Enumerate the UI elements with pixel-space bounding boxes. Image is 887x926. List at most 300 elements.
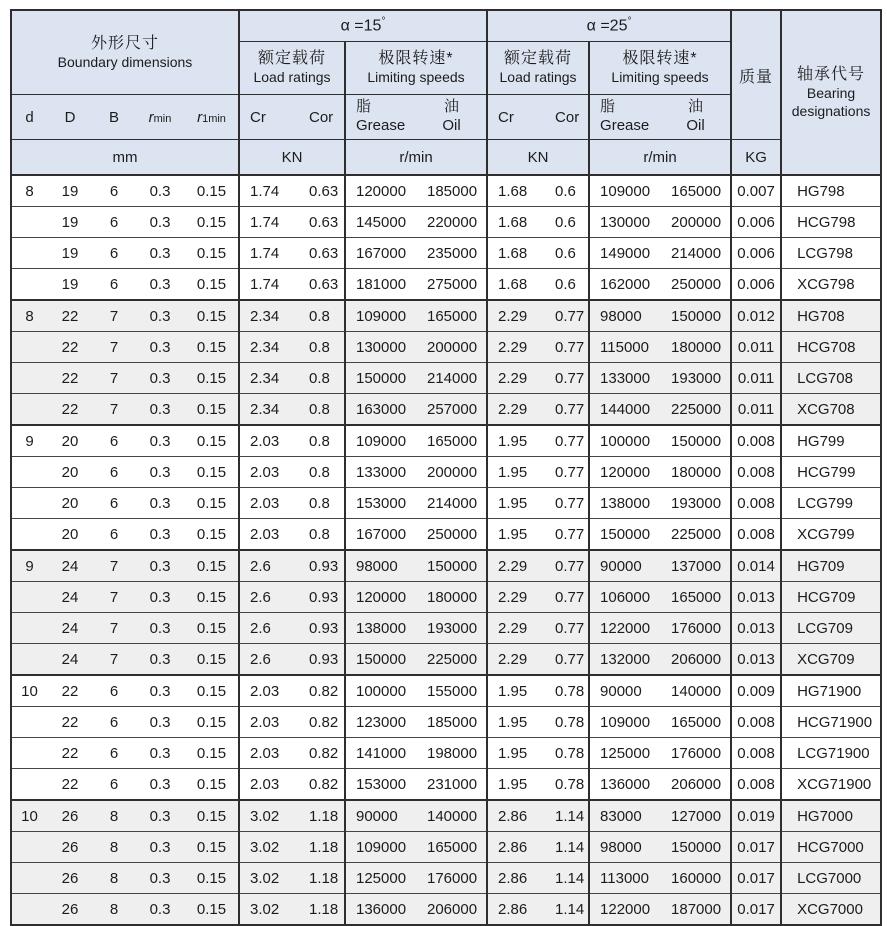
cell-d <box>11 738 47 769</box>
cell-rmin: 0.3 <box>135 457 185 488</box>
cell-cor15: 0.63 <box>299 175 345 207</box>
cell-r1min: 0.15 <box>185 738 239 769</box>
cell-rmin: 0.3 <box>135 582 185 613</box>
table-row <box>11 425 881 457</box>
cell-r1min: 0.15 <box>185 457 239 488</box>
cell-o25: 225000 <box>661 394 731 426</box>
header-load-ratings-25: 额定载荷 Load ratings <box>487 42 589 95</box>
cell-B: 6 <box>93 769 135 801</box>
cell-cr25: 1.95 <box>487 425 545 457</box>
cell-mass: 0.019 <box>731 800 781 832</box>
cell-d: 8 <box>11 300 47 332</box>
table-row <box>11 769 881 801</box>
cell-B: 7 <box>93 582 135 613</box>
table-row <box>11 457 881 488</box>
cell-D: 24 <box>47 644 93 676</box>
cell-o15: 214000 <box>417 363 487 394</box>
cell-D: 22 <box>47 675 93 707</box>
cell-cr25: 1.68 <box>487 175 545 207</box>
cell-code: HCG709 <box>781 582 881 613</box>
cell-cr25: 2.86 <box>487 894 545 926</box>
table-row <box>11 613 881 644</box>
cell-o25: 127000 <box>661 800 731 832</box>
cell-B: 6 <box>93 425 135 457</box>
cell-cr15: 2.03 <box>239 488 299 519</box>
cell-B: 8 <box>93 800 135 832</box>
cell-r1min: 0.15 <box>185 488 239 519</box>
degree-symbol: ° <box>627 16 632 28</box>
cell-code: HCG7000 <box>781 832 881 863</box>
cell-code: LCG709 <box>781 613 881 644</box>
cell-cr15: 2.03 <box>239 707 299 738</box>
cell-code: LCG799 <box>781 488 881 519</box>
cell-g15: 150000 <box>345 644 417 676</box>
cell-cor15: 0.63 <box>299 238 345 269</box>
cell-D: 22 <box>47 394 93 426</box>
cell-D: 19 <box>47 207 93 238</box>
cell-g15: 109000 <box>345 832 417 863</box>
cell-cor15: 0.82 <box>299 675 345 707</box>
cell-o25: 206000 <box>661 644 731 676</box>
cell-r1min: 0.15 <box>185 800 239 832</box>
cell-cr15: 1.74 <box>239 238 299 269</box>
cell-d <box>11 207 47 238</box>
cell-cr15: 2.03 <box>239 769 299 801</box>
cell-r1min: 0.15 <box>185 394 239 426</box>
table-row <box>11 550 881 582</box>
cell-cr15: 2.34 <box>239 394 299 426</box>
cell-cor25: 0.78 <box>545 707 589 738</box>
cell-B: 6 <box>93 707 135 738</box>
cell-cr15: 3.02 <box>239 894 299 926</box>
cell-cor25: 0.77 <box>545 519 589 551</box>
cell-o15: 198000 <box>417 738 487 769</box>
cell-cor15: 0.63 <box>299 269 345 301</box>
cell-o15: 235000 <box>417 238 487 269</box>
table-row <box>11 832 881 863</box>
cell-g15: 150000 <box>345 363 417 394</box>
cell-mass: 0.014 <box>731 550 781 582</box>
cell-cr25: 2.29 <box>487 613 545 644</box>
cell-rmin: 0.3 <box>135 769 185 801</box>
cell-D: 24 <box>47 550 93 582</box>
cell-B: 7 <box>93 394 135 426</box>
cell-cr15: 2.03 <box>239 457 299 488</box>
cell-cr15: 2.03 <box>239 519 299 551</box>
cell-o25: 193000 <box>661 363 731 394</box>
cell-cr25: 1.95 <box>487 519 545 551</box>
cell-B: 6 <box>93 488 135 519</box>
col-header-oil-25: 油 Oil <box>661 95 731 140</box>
cell-g15: 138000 <box>345 613 417 644</box>
cell-g15: 90000 <box>345 800 417 832</box>
cell-o25: 225000 <box>661 519 731 551</box>
cell-rmin: 0.3 <box>135 519 185 551</box>
cell-cor15: 0.82 <box>299 738 345 769</box>
cell-g25: 106000 <box>589 582 661 613</box>
cell-d <box>11 363 47 394</box>
cell-o25: 150000 <box>661 300 731 332</box>
header-row-groups <box>11 10 881 42</box>
col-header-D: D <box>47 95 93 140</box>
cell-D: 19 <box>47 269 93 301</box>
col-header-cr-15: Cr <box>239 95 299 140</box>
cell-mass: 0.008 <box>731 769 781 801</box>
degree-symbol: ° <box>381 16 386 28</box>
cell-g25: 90000 <box>589 675 661 707</box>
cell-D: 26 <box>47 863 93 894</box>
col-header-B: B <box>93 95 135 140</box>
cell-r1min: 0.15 <box>185 582 239 613</box>
cell-B: 7 <box>93 332 135 363</box>
cell-o25: 165000 <box>661 175 731 207</box>
header-load-ratings-15: 额定载荷 Load ratings <box>239 42 345 95</box>
cell-rmin: 0.3 <box>135 363 185 394</box>
col-header-r1min: r1min <box>185 95 239 140</box>
cell-g15: 133000 <box>345 457 417 488</box>
cell-o25: 140000 <box>661 675 731 707</box>
cell-rmin: 0.3 <box>135 238 185 269</box>
cell-d <box>11 613 47 644</box>
cell-rmin: 0.3 <box>135 300 185 332</box>
cell-d <box>11 269 47 301</box>
cell-mass: 0.011 <box>731 332 781 363</box>
cell-rmin: 0.3 <box>135 832 185 863</box>
cell-g15: 163000 <box>345 394 417 426</box>
cell-mass: 0.013 <box>731 582 781 613</box>
cell-mass: 0.011 <box>731 394 781 426</box>
cell-o15: 214000 <box>417 488 487 519</box>
cell-mass: 0.006 <box>731 207 781 238</box>
cell-o25: 187000 <box>661 894 731 926</box>
cell-cor15: 1.18 <box>299 832 345 863</box>
cell-rmin: 0.3 <box>135 332 185 363</box>
cell-B: 7 <box>93 300 135 332</box>
cell-g25: 138000 <box>589 488 661 519</box>
table-row <box>11 394 881 426</box>
cell-g25: 136000 <box>589 769 661 801</box>
cell-code: XCG798 <box>781 269 881 301</box>
cell-r1min: 0.15 <box>185 207 239 238</box>
cell-o25: 180000 <box>661 332 731 363</box>
cell-cor15: 0.63 <box>299 207 345 238</box>
cell-o15: 165000 <box>417 425 487 457</box>
cell-g25: 109000 <box>589 707 661 738</box>
cell-cor25: 0.77 <box>545 488 589 519</box>
cell-mass: 0.006 <box>731 238 781 269</box>
cell-o25: 176000 <box>661 738 731 769</box>
cell-code: LCG71900 <box>781 738 881 769</box>
cell-d: 9 <box>11 425 47 457</box>
header-limiting-speeds-15: 极限转速* Limiting speeds <box>345 42 487 95</box>
cell-cor15: 0.93 <box>299 613 345 644</box>
cell-cr15: 2.6 <box>239 550 299 582</box>
cell-mass: 0.008 <box>731 519 781 551</box>
cell-g15: 123000 <box>345 707 417 738</box>
cell-r1min: 0.15 <box>185 300 239 332</box>
cell-cor15: 0.8 <box>299 363 345 394</box>
cell-g25: 120000 <box>589 457 661 488</box>
cell-cr25: 2.29 <box>487 394 545 426</box>
cell-mass: 0.012 <box>731 300 781 332</box>
cell-o15: 250000 <box>417 519 487 551</box>
cell-rmin: 0.3 <box>135 644 185 676</box>
cell-d <box>11 394 47 426</box>
unit-mm: mm <box>11 140 239 176</box>
bearing-designations-en1: Bearing <box>806 85 856 101</box>
col-header-grease-25: 脂 Grease <box>589 95 661 140</box>
cell-r1min: 0.15 <box>185 894 239 926</box>
cell-r1min: 0.15 <box>185 769 239 801</box>
cell-rmin: 0.3 <box>135 675 185 707</box>
cell-B: 7 <box>93 550 135 582</box>
cell-g15: 167000 <box>345 238 417 269</box>
cell-r1min: 0.15 <box>185 175 239 207</box>
table-row <box>11 800 881 832</box>
cell-D: 19 <box>47 175 93 207</box>
cell-cor15: 0.8 <box>299 488 345 519</box>
cell-o25: 214000 <box>661 238 731 269</box>
cell-rmin: 0.3 <box>135 863 185 894</box>
cell-o15: 180000 <box>417 582 487 613</box>
cell-rmin: 0.3 <box>135 207 185 238</box>
col-header-cor-25: Cor <box>545 95 589 140</box>
cell-D: 22 <box>47 363 93 394</box>
cell-r1min: 0.15 <box>185 363 239 394</box>
cell-g15: 153000 <box>345 769 417 801</box>
cell-rmin: 0.3 <box>135 707 185 738</box>
cell-cr15: 3.02 <box>239 800 299 832</box>
cell-cor25: 0.77 <box>545 394 589 426</box>
table-row <box>11 269 881 301</box>
cell-code: HG708 <box>781 300 881 332</box>
cell-cor15: 0.82 <box>299 707 345 738</box>
cell-o15: 257000 <box>417 394 487 426</box>
cell-cr15: 1.74 <box>239 207 299 238</box>
cell-g25: 100000 <box>589 425 661 457</box>
cell-cr25: 2.29 <box>487 332 545 363</box>
header-mass: 质量 <box>731 10 781 140</box>
cell-B: 8 <box>93 894 135 926</box>
cell-cor25: 1.14 <box>545 894 589 926</box>
cell-r1min: 0.15 <box>185 269 239 301</box>
cell-cor15: 0.93 <box>299 644 345 676</box>
cell-B: 7 <box>93 613 135 644</box>
cell-code: HG709 <box>781 550 881 582</box>
cell-d <box>11 863 47 894</box>
col-header-rmin: rmin <box>135 95 185 140</box>
cell-g25: 109000 <box>589 175 661 207</box>
cell-cr25: 1.68 <box>487 269 545 301</box>
cell-cr25: 1.68 <box>487 207 545 238</box>
cell-mass: 0.013 <box>731 613 781 644</box>
cell-D: 22 <box>47 769 93 801</box>
cell-r1min: 0.15 <box>185 332 239 363</box>
cell-code: XCG709 <box>781 644 881 676</box>
unit-kn-25: KN <box>487 140 589 176</box>
cell-cr25: 2.86 <box>487 800 545 832</box>
cell-mass: 0.013 <box>731 644 781 676</box>
cell-g25: 98000 <box>589 300 661 332</box>
cell-cor25: 0.78 <box>545 769 589 801</box>
cell-cor15: 0.8 <box>299 332 345 363</box>
cell-mass: 0.008 <box>731 488 781 519</box>
cell-g25: 113000 <box>589 863 661 894</box>
cell-g15: 109000 <box>345 425 417 457</box>
cell-cor15: 0.93 <box>299 550 345 582</box>
cell-rmin: 0.3 <box>135 425 185 457</box>
cell-g15: 125000 <box>345 863 417 894</box>
cell-rmin: 0.3 <box>135 488 185 519</box>
cell-code: LCG708 <box>781 363 881 394</box>
cell-g15: 181000 <box>345 269 417 301</box>
cell-code: XCG71900 <box>781 769 881 801</box>
cell-D: 22 <box>47 707 93 738</box>
cell-cor25: 0.6 <box>545 175 589 207</box>
cell-g15: 141000 <box>345 738 417 769</box>
cell-o25: 150000 <box>661 425 731 457</box>
cell-cr25: 2.29 <box>487 300 545 332</box>
cell-cor15: 0.8 <box>299 519 345 551</box>
cell-cr25: 1.95 <box>487 738 545 769</box>
table-row <box>11 644 881 676</box>
cell-cr15: 2.6 <box>239 644 299 676</box>
cell-mass: 0.009 <box>731 675 781 707</box>
header-row-units <box>11 140 881 176</box>
cell-rmin: 0.3 <box>135 894 185 926</box>
cell-code: XCG799 <box>781 519 881 551</box>
cell-d <box>11 769 47 801</box>
bearing-designations-en2: designations <box>791 102 871 119</box>
cell-cor15: 1.18 <box>299 800 345 832</box>
cell-D: 24 <box>47 582 93 613</box>
cell-D: 20 <box>47 488 93 519</box>
cell-o25: 165000 <box>661 707 731 738</box>
cell-B: 6 <box>93 738 135 769</box>
cell-cor25: 0.78 <box>545 738 589 769</box>
cell-d <box>11 238 47 269</box>
table-header <box>11 10 881 175</box>
cell-g15: 136000 <box>345 894 417 926</box>
cell-D: 20 <box>47 457 93 488</box>
cell-cor15: 0.93 <box>299 582 345 613</box>
cell-cor25: 0.77 <box>545 582 589 613</box>
cell-g15: 120000 <box>345 175 417 207</box>
col-header-cor-15: Cor <box>299 95 345 140</box>
cell-g15: 100000 <box>345 675 417 707</box>
cell-o25: 160000 <box>661 863 731 894</box>
cell-B: 6 <box>93 269 135 301</box>
cell-B: 6 <box>93 238 135 269</box>
cell-code: LCG798 <box>781 238 881 269</box>
cell-rmin: 0.3 <box>135 175 185 207</box>
cell-g25: 122000 <box>589 894 661 926</box>
cell-code: HCG708 <box>781 332 881 363</box>
cell-g25: 162000 <box>589 269 661 301</box>
cell-D: 22 <box>47 300 93 332</box>
cell-cor15: 1.18 <box>299 863 345 894</box>
cell-cor25: 0.77 <box>545 613 589 644</box>
table-row <box>11 207 881 238</box>
cell-o25: 137000 <box>661 550 731 582</box>
cell-cr25: 2.29 <box>487 644 545 676</box>
cell-g25: 90000 <box>589 550 661 582</box>
cell-r1min: 0.15 <box>185 519 239 551</box>
cell-B: 7 <box>93 644 135 676</box>
cell-o25: 193000 <box>661 488 731 519</box>
unit-rmin-15: r/min <box>345 140 487 176</box>
cell-cor25: 0.6 <box>545 269 589 301</box>
cell-o15: 165000 <box>417 832 487 863</box>
cell-o15: 225000 <box>417 644 487 676</box>
cell-o25: 176000 <box>661 613 731 644</box>
cell-code: XCG708 <box>781 394 881 426</box>
cell-cr15: 3.02 <box>239 863 299 894</box>
cell-o15: 140000 <box>417 800 487 832</box>
cell-g15: 145000 <box>345 207 417 238</box>
cell-o25: 200000 <box>661 207 731 238</box>
cell-code: HCG71900 <box>781 707 881 738</box>
cell-code: HG7000 <box>781 800 881 832</box>
cell-cr25: 2.29 <box>487 582 545 613</box>
cell-o15: 165000 <box>417 300 487 332</box>
cell-o15: 185000 <box>417 175 487 207</box>
cell-r1min: 0.15 <box>185 707 239 738</box>
cell-d <box>11 894 47 926</box>
table-row <box>11 894 881 926</box>
cell-g15: 109000 <box>345 300 417 332</box>
cell-g15: 167000 <box>345 519 417 551</box>
header-alpha-25: α =25° <box>487 10 731 42</box>
cell-cr25: 2.29 <box>487 550 545 582</box>
cell-o15: 220000 <box>417 207 487 238</box>
cell-code: XCG7000 <box>781 894 881 926</box>
cell-cor25: 0.77 <box>545 300 589 332</box>
header-boundary-dimensions <box>11 10 239 95</box>
cell-d <box>11 644 47 676</box>
cell-cr15: 1.74 <box>239 269 299 301</box>
cell-o25: 250000 <box>661 269 731 301</box>
table-row <box>11 707 881 738</box>
cell-o15: 193000 <box>417 613 487 644</box>
cell-d <box>11 457 47 488</box>
cell-d <box>11 832 47 863</box>
cell-g25: 122000 <box>589 613 661 644</box>
cell-o15: 231000 <box>417 769 487 801</box>
cell-g25: 132000 <box>589 644 661 676</box>
table-row <box>11 519 881 551</box>
cell-cor25: 0.77 <box>545 550 589 582</box>
cell-code: LCG7000 <box>781 863 881 894</box>
cell-r1min: 0.15 <box>185 832 239 863</box>
cell-r1min: 0.15 <box>185 644 239 676</box>
cell-g25: 125000 <box>589 738 661 769</box>
cell-d: 8 <box>11 175 47 207</box>
cell-cr15: 2.03 <box>239 425 299 457</box>
cell-o15: 176000 <box>417 863 487 894</box>
cell-d: 9 <box>11 550 47 582</box>
cell-o25: 165000 <box>661 582 731 613</box>
table-row <box>11 300 881 332</box>
cell-d: 10 <box>11 675 47 707</box>
col-header-oil-15: 油 Oil <box>417 95 487 140</box>
cell-cr25: 2.86 <box>487 832 545 863</box>
header-limiting-speeds-25: 极限转速* Limiting speeds <box>589 42 731 95</box>
cell-cor25: 0.78 <box>545 675 589 707</box>
cell-B: 6 <box>93 675 135 707</box>
cell-cr15: 2.03 <box>239 675 299 707</box>
cell-g15: 120000 <box>345 582 417 613</box>
